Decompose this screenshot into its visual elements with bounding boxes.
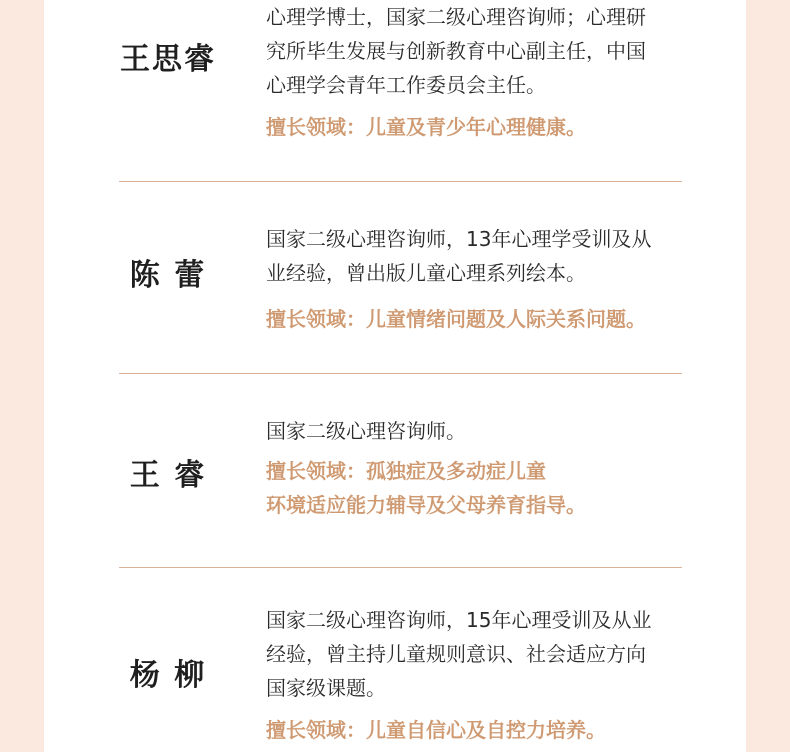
bio-line: 国家二级心理咨询师，15年心理受训及从业 — [266, 608, 652, 632]
expert-bio — [266, 414, 686, 448]
expert-specialty — [266, 454, 696, 522]
expert-bio — [266, 603, 686, 705]
expert-card — [44, 0, 746, 752]
divider — [119, 181, 682, 182]
bio-line: 心理学会青年工作委员会主任。 — [266, 73, 546, 97]
expert-name: 杨 柳 — [129, 658, 207, 693]
bio-line: 国家二级心理咨询师，13年心理学受训及从 — [266, 227, 652, 251]
divider — [119, 567, 682, 568]
expert-name: 王 睿 — [129, 458, 207, 493]
specialty-line: 环境适应能力辅导及父母养育指导。 — [266, 493, 586, 517]
expert-bio — [266, 0, 686, 102]
specialty-line: 擅长领域：儿童自信心及自控力培养。 — [266, 718, 606, 742]
bio-line: 经验，曾主持儿童规则意识、社会适应方向 — [266, 642, 646, 666]
expert-name: 陈 蕾 — [129, 258, 207, 293]
bio-line: 国家级课题。 — [266, 676, 386, 700]
bio-line: 心理学博士，国家二级心理咨询师；心理研 — [266, 5, 646, 29]
specialty-line: 擅长领域：儿童及青少年心理健康。 — [266, 115, 586, 139]
expert-specialty — [266, 110, 696, 144]
specialty-line: 擅长领域：儿童情绪问题及人际关系问题。 — [266, 307, 646, 331]
bio-line: 国家二级心理咨询师。 — [266, 419, 466, 443]
divider — [119, 373, 682, 374]
expert-bio — [266, 222, 686, 290]
bio-line: 究所毕生发展与创新教育中心副主任，中国 — [266, 39, 646, 63]
bio-line: 业经验，曾出版儿童心理系列绘本。 — [266, 261, 586, 285]
expert-specialty — [266, 302, 696, 336]
expert-specialty — [266, 713, 696, 747]
specialty-line: 擅长领域：孤独症及多动症儿童 — [266, 459, 546, 483]
expert-name: 王思睿 — [120, 42, 216, 77]
